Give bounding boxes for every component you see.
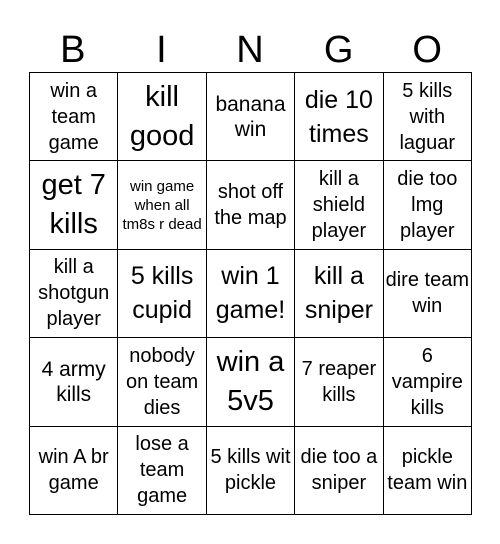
bingo-cell[interactable] bbox=[118, 427, 206, 515]
cell-text: shot off the map bbox=[214, 181, 287, 230]
cell-text: lose a team game bbox=[135, 433, 189, 508]
cell-text: 4 army kills bbox=[41, 357, 106, 406]
cell-text: die too lmg player bbox=[397, 168, 458, 243]
bingo-cell[interactable] bbox=[295, 338, 383, 426]
cell-text: kill good bbox=[129, 80, 195, 152]
header-letter-g: G bbox=[323, 28, 355, 71]
cell-text: 5 kills with laguar bbox=[399, 79, 456, 154]
bingo-cell[interactable] bbox=[207, 250, 295, 338]
bingo-cell[interactable] bbox=[118, 338, 206, 426]
bingo-cell[interactable] bbox=[295, 250, 383, 338]
header-letter-n: N bbox=[236, 28, 265, 71]
header-letter-i: I bbox=[156, 28, 168, 71]
header-letter-o: O bbox=[412, 28, 443, 71]
bingo-header bbox=[29, 26, 472, 74]
cell-text: nobody on team dies bbox=[125, 344, 199, 419]
bingo-cell[interactable] bbox=[384, 73, 472, 161]
cell-text: get 7 kills bbox=[41, 169, 106, 241]
bingo-cell[interactable] bbox=[30, 338, 118, 426]
bingo-cell[interactable] bbox=[118, 250, 206, 338]
cell-text: 5 kills cupid bbox=[130, 262, 194, 325]
bingo-cell[interactable] bbox=[384, 161, 472, 249]
cell-text: kill a shield player bbox=[311, 168, 367, 243]
bingo-cell[interactable] bbox=[384, 250, 472, 338]
cell-text: die too a sniper bbox=[300, 446, 378, 495]
bingo-cell[interactable] bbox=[30, 73, 118, 161]
bingo-cell[interactable] bbox=[30, 250, 118, 338]
header-letter-b: B bbox=[60, 28, 87, 71]
bingo-cell[interactable] bbox=[30, 427, 118, 515]
bingo-cell[interactable] bbox=[295, 73, 383, 161]
bingo-cell[interactable] bbox=[207, 161, 295, 249]
cell-text: banana win bbox=[215, 92, 286, 141]
cell-text: die 10 times bbox=[304, 85, 373, 148]
cell-text: kill a shotgun player bbox=[38, 256, 110, 331]
cell-text: win a team game bbox=[48, 79, 99, 154]
bingo-cell[interactable] bbox=[207, 73, 295, 161]
cell-text: win a 5v5 bbox=[216, 345, 285, 417]
bingo-cell[interactable] bbox=[30, 161, 118, 249]
bingo-cell[interactable] bbox=[295, 161, 383, 249]
cell-text: win game when all tm8s r dead bbox=[122, 177, 202, 233]
bingo-cell[interactable] bbox=[295, 427, 383, 515]
cell-text: 6 vampire kills bbox=[391, 344, 463, 419]
bingo-cell[interactable] bbox=[384, 338, 472, 426]
bingo-cell[interactable] bbox=[207, 338, 295, 426]
cell-text: kill a sniper bbox=[304, 262, 373, 325]
bingo-card-grid bbox=[29, 72, 472, 515]
cell-text: dire team win bbox=[385, 269, 469, 318]
cell-text: pickle team win bbox=[387, 446, 468, 495]
cell-text: win 1 game! bbox=[215, 262, 286, 325]
cell-text: 5 kills wit pickle bbox=[210, 446, 291, 495]
cell-text: win A br game bbox=[38, 446, 109, 495]
bingo-cell[interactable] bbox=[384, 427, 472, 515]
bingo-cell[interactable] bbox=[118, 73, 206, 161]
bingo-cell[interactable] bbox=[207, 427, 295, 515]
cell-text: 7 reaper kills bbox=[301, 357, 377, 406]
bingo-cell[interactable] bbox=[118, 161, 206, 249]
